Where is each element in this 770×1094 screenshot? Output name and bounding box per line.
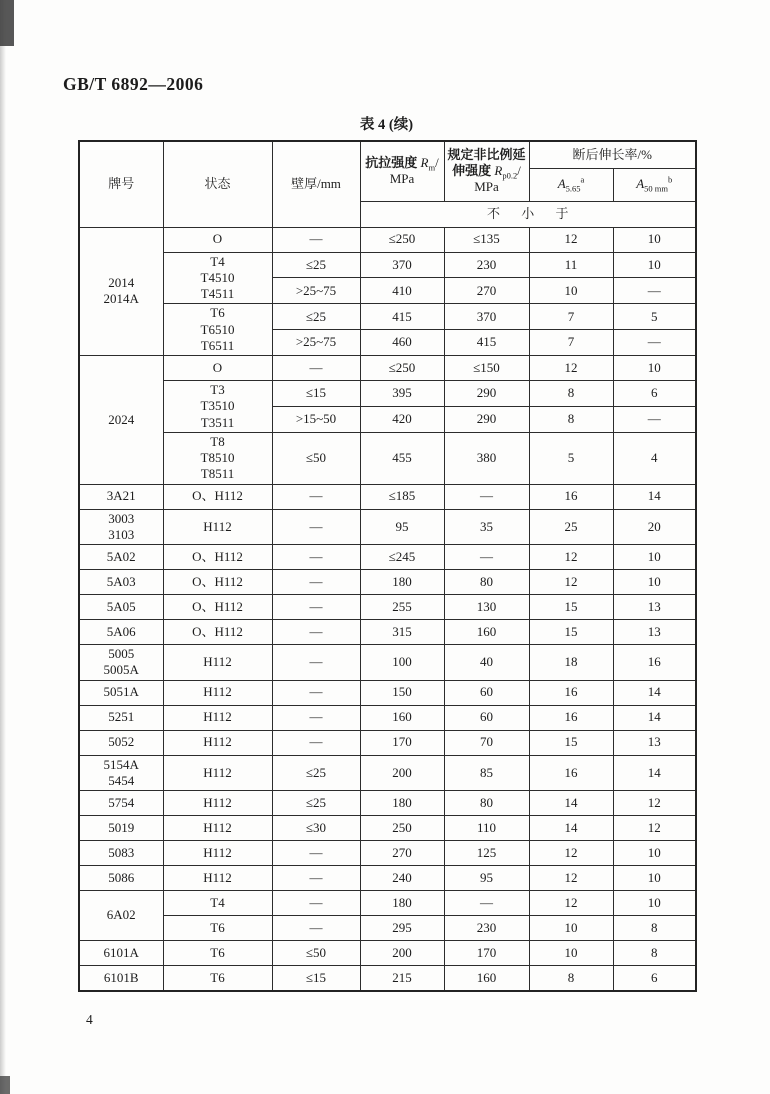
grade-cell: 3003 3103 bbox=[79, 509, 163, 545]
state-cell: O、H112 bbox=[163, 570, 272, 595]
elongation-a565-cell: 12 bbox=[529, 545, 613, 570]
elongation-a565-cell: 16 bbox=[529, 705, 613, 730]
grade-cell: 5086 bbox=[79, 866, 163, 891]
grade-cell: 3A21 bbox=[79, 484, 163, 509]
state-cell: O bbox=[163, 227, 272, 252]
thickness-cell: >25~75 bbox=[272, 330, 360, 356]
grade-cell: 5A05 bbox=[79, 595, 163, 620]
elongation-a50-cell: 6 bbox=[613, 381, 696, 407]
thickness-cell: ≤50 bbox=[272, 941, 360, 966]
elongation-a565-cell: 10 bbox=[529, 278, 613, 304]
proof-strength-cell: 40 bbox=[444, 645, 529, 681]
state-cell: O、H112 bbox=[163, 595, 272, 620]
elongation-a565-cell: 10 bbox=[529, 916, 613, 941]
elongation-a50-cell: — bbox=[613, 406, 696, 432]
tensile-strength-cell: 270 bbox=[360, 841, 444, 866]
table-row bbox=[79, 791, 696, 816]
elongation-a565-cell: 7 bbox=[529, 330, 613, 356]
table-row bbox=[79, 509, 696, 545]
table-row bbox=[79, 841, 696, 866]
tensile-strength-cell: 200 bbox=[360, 755, 444, 791]
tensile-strength-cell: 180 bbox=[360, 891, 444, 916]
table-row bbox=[79, 252, 696, 278]
thickness-cell: ≤30 bbox=[272, 816, 360, 841]
table-row bbox=[79, 730, 696, 755]
table-row bbox=[79, 356, 696, 381]
thickness-cell: ≤25 bbox=[272, 304, 360, 330]
elongation-a50-cell: 13 bbox=[613, 730, 696, 755]
table-row bbox=[79, 595, 696, 620]
state-cell: H112 bbox=[163, 509, 272, 545]
elongation-a50-cell: 20 bbox=[613, 509, 696, 545]
elongation-a565-cell: 12 bbox=[529, 570, 613, 595]
tensile-unit: MPa bbox=[389, 171, 415, 187]
table-row bbox=[79, 916, 696, 941]
proof-strength-cell: 230 bbox=[444, 916, 529, 941]
elongation-a565-cell: 12 bbox=[529, 356, 613, 381]
standard-number: GB/T 6892—2006 bbox=[63, 74, 204, 94]
table-row bbox=[79, 381, 696, 407]
proof-symbol: R bbox=[494, 163, 503, 179]
proof-label-line1: 规定非比例延 bbox=[447, 146, 526, 162]
proof-strength-cell: 80 bbox=[444, 570, 529, 595]
state-cell: T6 bbox=[163, 916, 272, 941]
tensile-label: 抗拉强度 bbox=[365, 155, 421, 170]
tensile-strength-cell: ≤250 bbox=[360, 356, 444, 381]
proof-strength-cell: 70 bbox=[444, 730, 529, 755]
elongation-a565-cell: 18 bbox=[529, 645, 613, 681]
tensile-symbol: R bbox=[420, 155, 429, 170]
proof-strength-cell: 125 bbox=[444, 841, 529, 866]
proof-unit: MPa bbox=[474, 179, 499, 195]
elongation-a50-cell: 5 bbox=[613, 304, 696, 330]
proof-strength-cell: 380 bbox=[444, 432, 529, 484]
table-row bbox=[79, 705, 696, 730]
state-cell: O bbox=[163, 356, 272, 381]
thickness-cell: — bbox=[272, 545, 360, 570]
thickness-cell: — bbox=[272, 841, 360, 866]
state-cell: T6 bbox=[163, 966, 272, 991]
state-cell: T3 T3510 T3511 bbox=[163, 381, 272, 433]
elongation-a50-cell: 10 bbox=[613, 545, 696, 570]
elongation-a50-cell: 12 bbox=[613, 791, 696, 816]
proof-strength-cell: 270 bbox=[444, 278, 529, 304]
elongation-a565-cell: 8 bbox=[529, 381, 613, 407]
proof-strength-cell: 85 bbox=[444, 755, 529, 791]
state-cell: O、H112 bbox=[163, 620, 272, 645]
tensile-strength-cell: ≤250 bbox=[360, 227, 444, 252]
thickness-cell: — bbox=[272, 705, 360, 730]
proof-strength-cell: 415 bbox=[444, 330, 529, 356]
table-row bbox=[79, 866, 696, 891]
grade-cell: 5251 bbox=[79, 705, 163, 730]
elongation-a50-cell: 8 bbox=[613, 941, 696, 966]
thickness-cell: — bbox=[272, 866, 360, 891]
elongation-a565-cell: 15 bbox=[529, 620, 613, 645]
elongation-a565-cell: 8 bbox=[529, 406, 613, 432]
elongation-a50-cell: 16 bbox=[613, 645, 696, 681]
grade-cell: 2014 2014A bbox=[79, 227, 163, 356]
elongation-a50-cell: 14 bbox=[613, 705, 696, 730]
grade-cell: 5754 bbox=[79, 791, 163, 816]
table-row bbox=[79, 891, 696, 916]
tensile-strength-cell: 410 bbox=[360, 278, 444, 304]
state-cell: H112 bbox=[163, 730, 272, 755]
elongation-a50-cell: — bbox=[613, 330, 696, 356]
tensile-strength-cell: 415 bbox=[360, 304, 444, 330]
table-row bbox=[79, 304, 696, 330]
proof-strength-cell: 95 bbox=[444, 866, 529, 891]
elongation-a565-cell: 7 bbox=[529, 304, 613, 330]
elongation-a50-cell: 14 bbox=[613, 755, 696, 791]
thickness-cell: ≤15 bbox=[272, 966, 360, 991]
elongation-a565-cell: 16 bbox=[529, 484, 613, 509]
grade-cell: 5A03 bbox=[79, 570, 163, 595]
elongation-a565-cell: 14 bbox=[529, 791, 613, 816]
tensile-strength-cell: 420 bbox=[360, 406, 444, 432]
tensile-strength-cell: 370 bbox=[360, 252, 444, 278]
table-row bbox=[79, 941, 696, 966]
elongation-a50-cell: 4 bbox=[613, 432, 696, 484]
proof-strength-cell: 290 bbox=[444, 381, 529, 407]
tensile-strength-cell: 180 bbox=[360, 791, 444, 816]
elongation-a565-cell: 5 bbox=[529, 432, 613, 484]
proof-strength-cell: ≤150 bbox=[444, 356, 529, 381]
thickness-cell: — bbox=[272, 227, 360, 252]
elongation-a50-cell: 10 bbox=[613, 891, 696, 916]
elongation-a50-cell: 14 bbox=[613, 484, 696, 509]
table-row bbox=[79, 620, 696, 645]
thickness-cell: ≤25 bbox=[272, 755, 360, 791]
table-header bbox=[79, 141, 696, 227]
state-cell: H112 bbox=[163, 816, 272, 841]
elongation-a50-cell: 14 bbox=[613, 680, 696, 705]
elongation-a50-cell: 10 bbox=[613, 252, 696, 278]
thickness-cell: — bbox=[272, 730, 360, 755]
proof-label-line2: 伸强度 bbox=[452, 163, 495, 179]
table-row bbox=[79, 645, 696, 681]
thickness-cell: — bbox=[272, 620, 360, 645]
tensile-strength-cell: 200 bbox=[360, 941, 444, 966]
proof-strength-cell: 110 bbox=[444, 816, 529, 841]
table-body bbox=[79, 227, 696, 991]
state-cell: T6 bbox=[163, 941, 272, 966]
state-cell: O、H112 bbox=[163, 484, 272, 509]
state-cell: T6 T6510 T6511 bbox=[163, 304, 272, 356]
tensile-strength-cell: 100 bbox=[360, 645, 444, 681]
thickness-cell: ≤25 bbox=[272, 252, 360, 278]
page-number: 4 bbox=[86, 1012, 93, 1027]
grade-cell: 6101B bbox=[79, 966, 163, 991]
table-row bbox=[79, 755, 696, 791]
state-cell: H112 bbox=[163, 841, 272, 866]
elongation-a50-cell: 10 bbox=[613, 570, 696, 595]
proof-strength-cell: — bbox=[444, 545, 529, 570]
thickness-cell: ≤50 bbox=[272, 432, 360, 484]
elongation-a565-cell: 12 bbox=[529, 227, 613, 252]
col-header-thickness: 壁厚/mm bbox=[272, 141, 360, 227]
thickness-cell: — bbox=[272, 916, 360, 941]
grade-cell: 5019 bbox=[79, 816, 163, 841]
elongation-a565-cell: 12 bbox=[529, 866, 613, 891]
proof-strength-cell: — bbox=[444, 484, 529, 509]
grade-cell: 5154A 5454 bbox=[79, 755, 163, 791]
proof-strength-cell: 35 bbox=[444, 509, 529, 545]
thickness-cell: ≤15 bbox=[272, 381, 360, 407]
table-row bbox=[79, 570, 696, 595]
thickness-cell: >25~75 bbox=[272, 278, 360, 304]
state-cell: H112 bbox=[163, 755, 272, 791]
col-header-elongation: 断后伸长率/% bbox=[529, 141, 696, 168]
elongation-a565-cell: 8 bbox=[529, 966, 613, 991]
grade-cell: 6101A bbox=[79, 941, 163, 966]
tensile-strength-cell: 395 bbox=[360, 381, 444, 407]
elongation-a565-cell: 15 bbox=[529, 730, 613, 755]
elongation-a565-cell: 14 bbox=[529, 816, 613, 841]
elongation-a50-cell: — bbox=[613, 278, 696, 304]
thickness-cell: — bbox=[272, 891, 360, 916]
col-header-a565: $A_{5.65}^a$ bbox=[529, 168, 613, 201]
proof-strength-cell: 290 bbox=[444, 406, 529, 432]
thickness-cell: — bbox=[272, 680, 360, 705]
elongation-a565-cell: 15 bbox=[529, 595, 613, 620]
elongation-a50-cell: 10 bbox=[613, 841, 696, 866]
grade-cell: 5051A bbox=[79, 680, 163, 705]
properties-table bbox=[78, 140, 697, 992]
thickness-cell: — bbox=[272, 509, 360, 545]
proof-strength-cell: 170 bbox=[444, 941, 529, 966]
elongation-a565-cell: 16 bbox=[529, 680, 613, 705]
tensile-strength-cell: 315 bbox=[360, 620, 444, 645]
elongation-a565-cell: 10 bbox=[529, 941, 613, 966]
table-row bbox=[79, 432, 696, 484]
elongation-a50-cell: 8 bbox=[613, 916, 696, 941]
tensile-strength-cell: 170 bbox=[360, 730, 444, 755]
thickness-cell: — bbox=[272, 570, 360, 595]
tensile-strength-cell: 180 bbox=[360, 570, 444, 595]
col-header-tensile: 抗拉强度 $R_m/$ MPa bbox=[360, 141, 444, 201]
state-cell: H112 bbox=[163, 791, 272, 816]
elongation-a50-cell: 13 bbox=[613, 595, 696, 620]
state-cell: T8 T8510 T8511 bbox=[163, 432, 272, 484]
tensile-strength-cell: 160 bbox=[360, 705, 444, 730]
tensile-strength-cell: 460 bbox=[360, 330, 444, 356]
grade-cell: 5005 5005A bbox=[79, 645, 163, 681]
state-cell: T4 T4510 T4511 bbox=[163, 252, 272, 304]
thickness-cell: — bbox=[272, 356, 360, 381]
scan-mark-bottom bbox=[0, 1076, 10, 1094]
elongation-a50-cell: 6 bbox=[613, 966, 696, 991]
grade-cell: 5A06 bbox=[79, 620, 163, 645]
table-title: 表 4 (续) bbox=[359, 117, 414, 133]
not-less-than-label: 不 小 于 bbox=[487, 205, 569, 221]
table-row bbox=[79, 966, 696, 991]
grade-cell: 5A02 bbox=[79, 545, 163, 570]
proof-strength-cell: 60 bbox=[444, 680, 529, 705]
elongation-a50-cell: 10 bbox=[613, 227, 696, 252]
table-row bbox=[79, 227, 696, 252]
proof-strength-cell: 160 bbox=[444, 966, 529, 991]
state-cell: O、H112 bbox=[163, 545, 272, 570]
state-cell: H112 bbox=[163, 680, 272, 705]
table-row bbox=[79, 545, 696, 570]
tensile-strength-cell: ≤245 bbox=[360, 545, 444, 570]
tensile-strength-cell: 240 bbox=[360, 866, 444, 891]
grade-cell: 5083 bbox=[79, 841, 163, 866]
state-cell: H112 bbox=[163, 866, 272, 891]
state-cell: H112 bbox=[163, 705, 272, 730]
tensile-strength-cell: 95 bbox=[360, 509, 444, 545]
grade-cell: 2024 bbox=[79, 356, 163, 485]
table-row bbox=[79, 680, 696, 705]
grade-cell: 5052 bbox=[79, 730, 163, 755]
col-header-proof: 规定非比例延 伸强度 $R_{p0.2}/$ MPa bbox=[444, 141, 529, 201]
proof-strength-cell: — bbox=[444, 891, 529, 916]
elongation-a50-cell: 13 bbox=[613, 620, 696, 645]
elongation-a565-cell: 11 bbox=[529, 252, 613, 278]
proof-strength-cell: 160 bbox=[444, 620, 529, 645]
tensile-strength-cell: ≤185 bbox=[360, 484, 444, 509]
tensile-strength-cell: 250 bbox=[360, 816, 444, 841]
elongation-a565-cell: 12 bbox=[529, 891, 613, 916]
proof-strength-cell: 80 bbox=[444, 791, 529, 816]
tensile-strength-cell: 215 bbox=[360, 966, 444, 991]
proof-strength-cell: 130 bbox=[444, 595, 529, 620]
col-header-grade: 牌号 bbox=[79, 141, 163, 227]
proof-strength-cell: 370 bbox=[444, 304, 529, 330]
elongation-a565-cell: 25 bbox=[529, 509, 613, 545]
table-row bbox=[79, 816, 696, 841]
thickness-cell: — bbox=[272, 645, 360, 681]
proof-strength-cell: 60 bbox=[444, 705, 529, 730]
state-cell: T4 bbox=[163, 891, 272, 916]
thickness-cell: — bbox=[272, 484, 360, 509]
col-header-a50: $A_{50 mm}^b$ bbox=[613, 168, 696, 201]
not-less-than-row bbox=[360, 201, 696, 227]
thickness-cell: >15~50 bbox=[272, 406, 360, 432]
state-cell: H112 bbox=[163, 645, 272, 681]
tensile-strength-cell: 255 bbox=[360, 595, 444, 620]
elongation-a50-cell: 10 bbox=[613, 356, 696, 381]
col-header-state: 状态 bbox=[163, 141, 272, 227]
proof-strength-cell: ≤135 bbox=[444, 227, 529, 252]
elongation-a565-cell: 16 bbox=[529, 755, 613, 791]
elongation-a565-cell: 12 bbox=[529, 841, 613, 866]
tensile-strength-cell: 295 bbox=[360, 916, 444, 941]
thickness-cell: ≤25 bbox=[272, 791, 360, 816]
tensile-strength-cell: 150 bbox=[360, 680, 444, 705]
elongation-a50-cell: 12 bbox=[613, 816, 696, 841]
elongation-a50-cell: 10 bbox=[613, 866, 696, 891]
scan-edge-artifact bbox=[0, 0, 6, 1094]
scan-mark-top bbox=[0, 0, 14, 46]
proof-strength-cell: 230 bbox=[444, 252, 529, 278]
thickness-cell: — bbox=[272, 595, 360, 620]
grade-cell: 6A02 bbox=[79, 891, 163, 941]
table-row bbox=[79, 484, 696, 509]
tensile-strength-cell: 455 bbox=[360, 432, 444, 484]
